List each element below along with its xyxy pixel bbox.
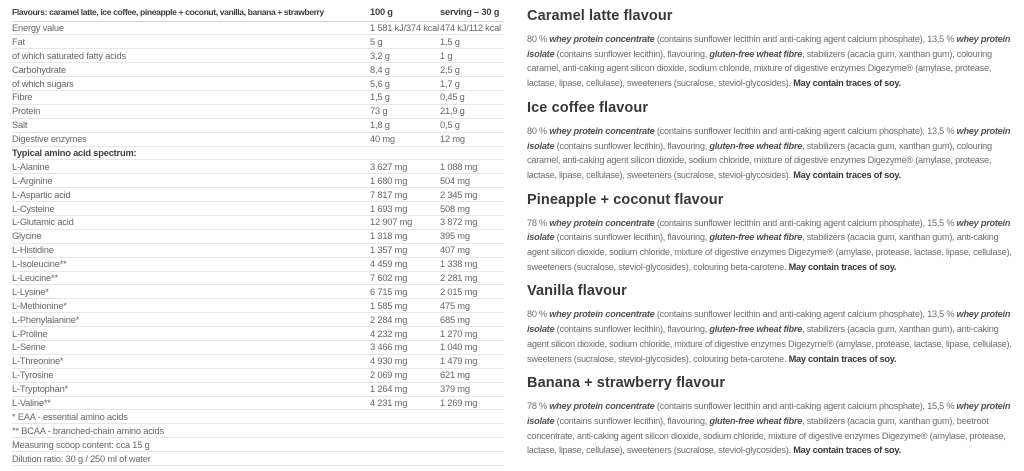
nutrient-label: L-Cysteine: [12, 202, 370, 216]
table-row: [12, 21, 504, 35]
value-per-serving: 621 mg: [440, 368, 504, 382]
table-row: [12, 90, 504, 104]
value-per-serving: 1 479 mg: [440, 354, 504, 368]
nutrition-table-panel: [0, 0, 507, 471]
nutrient-label: L-Tyrosine: [12, 368, 370, 382]
value-per-100g: 5 g: [370, 35, 440, 49]
flavour-section: [527, 374, 1012, 458]
nutrient-label: Fibre: [12, 90, 370, 104]
nutrient-label: of which sugars: [12, 77, 370, 91]
ingredient-segment: whey protein isolate: [527, 309, 1011, 335]
nutrient-label: * EAA - essential amino acids: [12, 410, 370, 424]
ingredient-segment: , stabilizers (acacia gum, xanthan gum), colouring caramel, anti-caking agent silicon dioxide, sodium chloride, mixture of digestive enzymes Digezyme® (amylase, protease, lactase, lipase, cellulase), sweeteners (sucralose, steviol-glycosides).: [527, 140, 992, 180]
table-row: [12, 188, 504, 202]
value-per-100g: 2 284 mg: [370, 313, 440, 327]
value-per-100g: [370, 410, 440, 424]
nutrient-label: L-Valine**: [12, 396, 370, 410]
nutrient-label: L-Tryptophan*: [12, 382, 370, 396]
nutrient-label: L-Isoleucine**: [12, 257, 370, 271]
table-row: [12, 243, 504, 257]
table-row: [12, 229, 504, 243]
value-per-serving: 379 mg: [440, 382, 504, 396]
nutrient-label: L-Proline: [12, 327, 370, 341]
nutrient-label: L-Methionine*: [12, 299, 370, 313]
ingredient-segment: , stabilizers (acacia gum, xanthan gum), colouring caramel, anti-caking agent silicon dioxide, sodium chloride, mixture of digestive enzymes Digezyme® (amylase, protease, lactase, lipase, cellulase), sweeteners (sucralose, steviol-glycosides).: [527, 48, 992, 89]
nutrient-label: L-Lysine*: [12, 285, 370, 299]
value-per-100g: 1 318 mg: [370, 229, 440, 243]
value-per-100g: 4 232 mg: [370, 327, 440, 341]
value-per-serving: 0,5 g: [440, 118, 504, 132]
flavour-ingredients: [527, 216, 1012, 275]
ingredient-segment: (contains sunflower lecithin), flavouring,: [554, 324, 710, 335]
nutrient-label: Fat: [12, 35, 370, 49]
nutrient-label: L-Histidine: [12, 243, 370, 257]
table-row: [12, 452, 504, 466]
nutrient-label: Measuring scoop content: cca 15 g: [12, 438, 370, 452]
table-row: [12, 132, 504, 146]
column-header-serving: serving – 30 g: [440, 4, 504, 21]
value-per-serving: 21,9 g: [440, 104, 504, 118]
nutrition-table: [12, 4, 504, 466]
table-row: [12, 35, 504, 49]
value-per-serving: 504 mg: [440, 174, 504, 188]
flavour-section: [527, 99, 1012, 183]
nutrient-label: L-Aspartic acid: [12, 188, 370, 202]
value-per-100g: 6 715 mg: [370, 285, 440, 299]
table-row: [12, 285, 504, 299]
ingredient-segment: whey protein isolate: [527, 34, 1011, 59]
ingredient-segment: (contains sunflower lecithin and anti-caking agent calcium phosphate), 13,5 %: [654, 125, 957, 136]
column-header-100g: 100 g: [370, 4, 440, 21]
ingredient-segment: gluten-free wheat fibre: [709, 140, 803, 151]
value-per-serving: 12 mg: [440, 132, 504, 146]
value-per-100g: 1 680 mg: [370, 174, 440, 188]
value-per-100g: 8,4 g: [370, 63, 440, 77]
nutrient-label: ** BCAA - branched-chain amino acids: [12, 424, 370, 438]
flavour-section: [527, 191, 1012, 275]
ingredient-segment: (contains sunflower lecithin and anti-caking agent calcium phosphate), 15,5 %: [654, 217, 957, 228]
value-per-serving: 0,45 g: [440, 90, 504, 104]
value-per-100g: 5,6 g: [370, 77, 440, 91]
ingredient-segment: , stabilizers (acacia gum, xanthan gum), anti-caking agent silicon dioxide, sodium chloride, mixture of digestive enzymes Digezyme® (amylase, protease, lactase, lipase, cellulase), sweeteners (sucralose, steviol-glycosides), colouring beta-carotene.: [527, 324, 1012, 364]
flavour-section: [527, 7, 1012, 91]
nutrient-label: Typical amino acid spectrum:: [12, 146, 370, 160]
value-per-100g: 1 264 mg: [370, 382, 440, 396]
nutrient-label: Digestive enzymes: [12, 132, 370, 146]
table-row: [12, 368, 504, 382]
value-per-100g: [370, 146, 440, 160]
table-header-row: [12, 4, 504, 21]
nutrient-label: L-Arginine: [12, 174, 370, 188]
value-per-100g: 4 231 mg: [370, 396, 440, 410]
value-per-100g: 3 466 mg: [370, 340, 440, 354]
ingredient-segment: whey protein concentrate: [549, 34, 655, 44]
ingredient-segment: , stabilizers (acacia gum, xanthan gum), beetroot concentrate, anti-caking agent silicon dioxide, sodium chloride, mixture of digestive enzymes Digezyme® (amylase, protease, lactase, lipase, cellulase), sweeteners (sucralose, steviol-glycosides).: [527, 415, 1006, 456]
table-row: [12, 313, 504, 327]
nutrient-label: Glycine: [12, 229, 370, 243]
ingredient-segment: whey protein isolate: [527, 217, 1011, 243]
table-row: [12, 215, 504, 229]
ingredient-segment: whey protein concentrate: [549, 309, 655, 320]
value-per-serving: 3 872 mg: [440, 215, 504, 229]
value-per-100g: 1 357 mg: [370, 243, 440, 257]
table-row: [12, 438, 504, 452]
ingredient-segment: , stabilizers (acacia gum, xanthan gum), anti-caking agent silicon dioxide, sodium chloride, mixture of digestive enzymes Digezyme® (amylase, protease, lactase, lipase, cellulase), sweeteners (sucralose, steviol-glycosides), colouring beta-carotene.: [527, 232, 1012, 272]
ingredient-segment: whey protein concentrate: [549, 401, 655, 412]
flavour-title: Pineapple + coconut flavour: [527, 191, 724, 208]
value-per-serving: [440, 424, 504, 438]
ingredient-segment: gluten-free wheat fibre: [709, 48, 803, 59]
nutrient-label: Protein: [12, 104, 370, 118]
value-per-serving: 2 281 mg: [440, 271, 504, 285]
ingredient-segment: 78 %: [527, 217, 550, 228]
value-per-100g: 40 mg: [370, 132, 440, 146]
value-per-serving: 1 040 mg: [440, 340, 504, 354]
value-per-100g: [370, 424, 440, 438]
flavour-ingredients: [527, 32, 1012, 91]
value-per-serving: 1,5 g: [440, 35, 504, 49]
ingredient-segment: whey protein concentrate: [549, 125, 655, 136]
nutrient-label: Salt: [12, 118, 370, 132]
ingredient-segment: May contain traces of soy.: [793, 78, 901, 89]
nutrient-label: L-Alanine: [12, 160, 370, 174]
flavour-ingredients: [527, 124, 1012, 183]
table-row: [12, 354, 504, 368]
ingredient-segment: (contains sunflower lecithin), flavouring,: [554, 232, 710, 243]
nutrient-label: L-Phenylalanine*: [12, 313, 370, 327]
value-per-serving: 1 g: [440, 49, 504, 63]
value-per-100g: 2 069 mg: [370, 368, 440, 382]
ingredient-segment: 80 %: [527, 125, 550, 136]
value-per-serving: [440, 438, 504, 452]
value-per-serving: 1 088 mg: [440, 160, 504, 174]
table-row: [12, 77, 504, 91]
ingredient-segment: whey protein isolate: [527, 125, 1011, 151]
value-per-100g: 1 693 mg: [370, 202, 440, 216]
nutrient-label: Carbohydrate: [12, 63, 370, 77]
ingredient-segment: (contains sunflower lecithin and anti-caking agent calcium phosphate), 13,5 %: [654, 34, 957, 44]
table-row: [12, 382, 504, 396]
table-row: [12, 299, 504, 313]
value-per-100g: [370, 438, 440, 452]
table-row: [12, 160, 504, 174]
nutrient-label: of which saturated fatty acids: [12, 49, 370, 63]
value-per-serving: [440, 146, 504, 160]
value-per-serving: 395 mg: [440, 229, 504, 243]
nutrient-label: L-Leucine**: [12, 271, 370, 285]
value-per-100g: 1,8 g: [370, 118, 440, 132]
value-per-100g: 3 627 mg: [370, 160, 440, 174]
value-per-serving: 1 270 mg: [440, 327, 504, 341]
table-row: [12, 174, 504, 188]
ingredient-segment: (contains sunflower lecithin and anti-caking agent calcium phosphate), 15,5 %: [654, 401, 957, 412]
value-per-serving: 2 345 mg: [440, 188, 504, 202]
table-row: [12, 146, 504, 160]
flavour-descriptions: [527, 0, 1012, 471]
ingredient-segment: gluten-free wheat fibre: [709, 415, 803, 426]
flavour-ingredients: [527, 399, 1012, 458]
flavour-title: Ice coffee flavour: [527, 99, 649, 116]
value-per-100g: 7 817 mg: [370, 188, 440, 202]
table-row: [12, 410, 504, 424]
ingredient-segment: (contains sunflower lecithin), flavouring,: [554, 48, 710, 59]
table-row: [12, 257, 504, 271]
ingredient-segment: (contains sunflower lecithin and anti-caking agent calcium phosphate), 13,5 %: [654, 309, 957, 320]
nutrient-label: Energy value: [12, 21, 370, 35]
value-per-100g: 1 585 mg: [370, 299, 440, 313]
value-per-serving: [440, 452, 504, 466]
nutrient-label: L-Serine: [12, 340, 370, 354]
nutrient-label: L-Threonine*: [12, 354, 370, 368]
ingredient-segment: May contain traces of soy.: [793, 169, 901, 180]
value-per-serving: 2 015 mg: [440, 285, 504, 299]
value-per-serving: 1 338 mg: [440, 257, 504, 271]
ingredient-segment: 80 %: [527, 34, 550, 44]
table-row: [12, 63, 504, 77]
table-row: [12, 396, 504, 410]
value-per-serving: 2,5 g: [440, 63, 504, 77]
value-per-serving: [440, 410, 504, 424]
table-row: [12, 202, 504, 216]
ingredient-segment: whey protein isolate: [527, 401, 1011, 426]
value-per-100g: 3,2 g: [370, 49, 440, 63]
value-per-100g: 4 930 mg: [370, 354, 440, 368]
flavour-title: Vanilla flavour: [527, 283, 627, 300]
ingredient-segment: May contain traces of soy.: [793, 445, 901, 456]
table-row: [12, 340, 504, 354]
ingredient-segment: May contain traces of soy.: [788, 261, 897, 272]
flavour-section: [527, 282, 1012, 366]
flavour-title: Banana + strawberry flavour: [527, 375, 726, 392]
value-per-serving: 407 mg: [440, 243, 504, 257]
value-per-100g: 73 g: [370, 104, 440, 118]
ingredient-segment: 78 %: [527, 401, 550, 412]
table-row: [12, 118, 504, 132]
value-per-100g: 4 459 mg: [370, 257, 440, 271]
value-per-100g: [370, 452, 440, 466]
flavours-header: Flavours: caramel latte, ice coffee, pineapple + coconut, vanilla, banana + strawberry: [12, 4, 370, 21]
table-row: [12, 424, 504, 438]
nutrient-label: Dilution ratio: 30 g / 250 ml of water: [12, 452, 370, 466]
nutrient-label: L-Glutamic acid: [12, 215, 370, 229]
table-row: [12, 49, 504, 63]
ingredient-segment: (contains sunflower lecithin), flavouring,: [554, 140, 710, 151]
flavour-title: Caramel latte flavour: [527, 8, 673, 24]
table-row: [12, 327, 504, 341]
ingredient-segment: May contain traces of soy.: [788, 353, 897, 364]
flavour-ingredients: [527, 307, 1012, 366]
ingredient-segment: gluten-free wheat fibre: [709, 232, 803, 243]
ingredient-segment: 80 %: [527, 309, 550, 320]
value-per-100g: 7 602 mg: [370, 271, 440, 285]
value-per-serving: 475 mg: [440, 299, 504, 313]
nutrition-rows: [12, 21, 504, 466]
table-row: [12, 271, 504, 285]
value-per-serving: 1 269 mg: [440, 396, 504, 410]
ingredient-segment: gluten-free wheat fibre: [709, 324, 803, 335]
value-per-serving: 1,7 g: [440, 77, 504, 91]
value-per-serving: 508 mg: [440, 202, 504, 216]
value-per-100g: 1 581 kJ/374 kcal: [370, 22, 439, 33]
table-row: [12, 104, 504, 118]
value-per-100g: 1,5 g: [370, 90, 440, 104]
value-per-serving: 474 kJ/112 kcal: [440, 21, 504, 35]
ingredient-segment: (contains sunflower lecithin), flavouring,: [554, 415, 710, 426]
value-per-100g: 12 907 mg: [370, 215, 440, 229]
ingredient-segment: whey protein concentrate: [549, 217, 655, 228]
value-per-serving: 685 mg: [440, 313, 504, 327]
